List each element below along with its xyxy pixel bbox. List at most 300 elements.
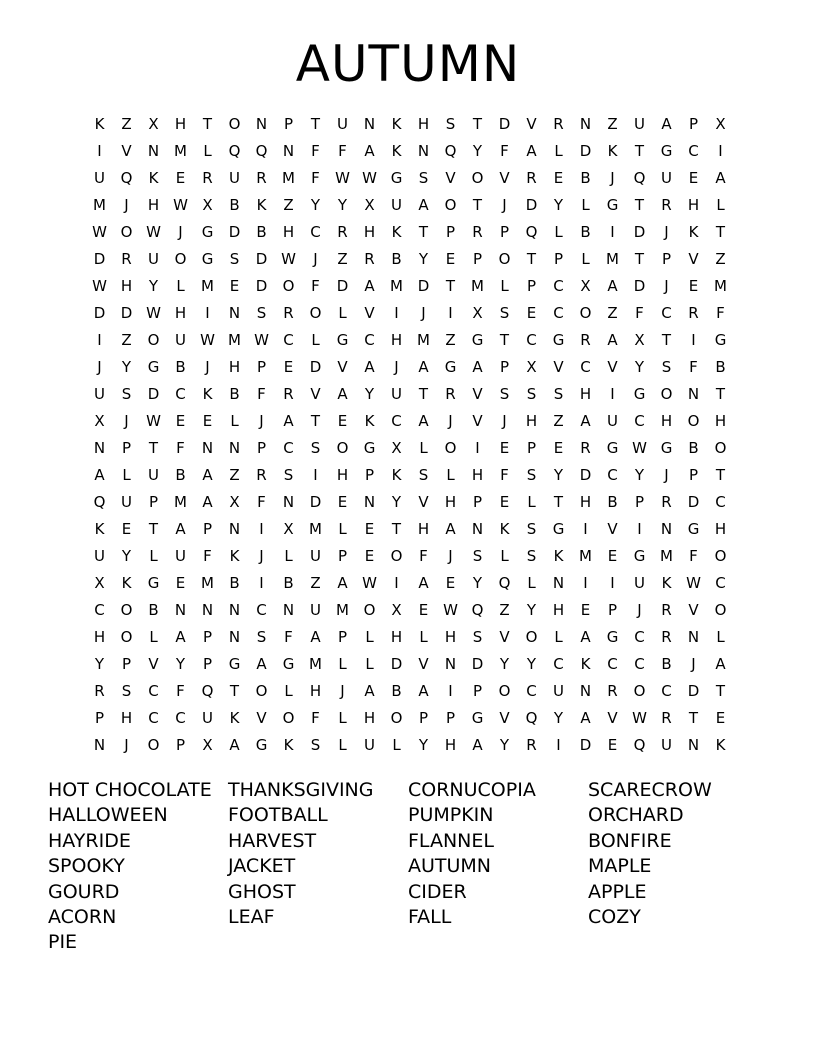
grid-letter: I <box>97 142 102 160</box>
grid-letter: L <box>284 547 293 565</box>
grid-letter: L <box>230 412 239 430</box>
grid-letter: E <box>688 169 699 187</box>
grid-letter: K <box>391 466 402 484</box>
grid-letter: P <box>202 655 213 673</box>
grid-letter: C <box>607 466 618 484</box>
grid-letter: B <box>229 196 240 214</box>
grid-letter: H <box>579 493 592 511</box>
grid-letter: X <box>472 304 483 322</box>
grid-letter: Q <box>228 142 241 160</box>
grid-letter: C <box>634 628 645 646</box>
grid-letter: C <box>526 331 537 349</box>
grid-letter: H <box>714 520 727 538</box>
grid-letter: K <box>229 547 240 565</box>
grid-letter: O <box>498 682 511 700</box>
grid-letter: O <box>525 628 538 646</box>
grid-letter: D <box>687 493 700 511</box>
grid-letter: N <box>660 520 673 538</box>
grid-letter: B <box>688 439 699 457</box>
grid-letter: I <box>394 304 399 322</box>
grid-letter: P <box>472 250 483 268</box>
grid-letter: Q <box>93 493 106 511</box>
word-list-item: PUMPKIN <box>408 804 494 827</box>
grid-letter: T <box>391 520 402 538</box>
grid-letter: A <box>715 655 726 673</box>
grid-letter: S <box>418 169 429 187</box>
grid-letter: R <box>256 466 267 484</box>
grid-letter: J <box>124 196 129 214</box>
grid-letter: R <box>256 169 267 187</box>
grid-letter: H <box>714 412 727 430</box>
grid-letter: X <box>391 601 402 619</box>
grid-letter: E <box>607 736 618 754</box>
grid-letter: W <box>254 331 269 349</box>
grid-letter: B <box>661 655 672 673</box>
grid-letter: Z <box>283 196 294 214</box>
grid-letter: O <box>174 250 187 268</box>
grid-letter: U <box>310 547 321 565</box>
grid-letter: V <box>607 520 618 538</box>
grid-letter: E <box>499 493 510 511</box>
grid-letter: V <box>688 601 699 619</box>
grid-letter: H <box>174 304 187 322</box>
grid-letter: O <box>309 304 322 322</box>
grid-letter: C <box>283 439 294 457</box>
grid-letter: S <box>526 547 537 565</box>
grid-letter: D <box>255 277 268 295</box>
grid-letter: G <box>633 385 646 403</box>
grid-row <box>86 651 734 678</box>
grid-letter: G <box>552 520 565 538</box>
grid-letter: Q <box>255 142 268 160</box>
grid-letter: Z <box>121 331 132 349</box>
grid-letter: A <box>364 358 375 376</box>
grid-letter: F <box>500 142 509 160</box>
grid-letter: P <box>445 709 456 727</box>
grid-letter: F <box>311 169 320 187</box>
grid-letter: P <box>202 628 213 646</box>
grid-letter: N <box>444 655 457 673</box>
grid-letter: Q <box>444 142 457 160</box>
grid-letter: G <box>606 439 619 457</box>
grid-letter: P <box>472 682 483 700</box>
word-list-item: MAPLE <box>588 855 652 878</box>
grid-letter: L <box>581 196 590 214</box>
grid-letter: E <box>418 601 429 619</box>
grid-letter: M <box>336 601 349 619</box>
grid-letter: U <box>202 709 213 727</box>
grid-letter: G <box>660 439 673 457</box>
grid-letter: N <box>687 385 700 403</box>
grid-letter: V <box>499 169 510 187</box>
grid-letter: B <box>715 358 726 376</box>
grid-letter: F <box>500 466 509 484</box>
grid-letter: I <box>583 574 588 592</box>
grid-letter: K <box>94 115 105 133</box>
grid-letter: B <box>175 358 186 376</box>
grid-letter: S <box>661 358 672 376</box>
grid-letter: E <box>526 304 537 322</box>
grid-letter: H <box>552 601 565 619</box>
grid-letter: E <box>364 520 375 538</box>
grid-letter: L <box>527 574 536 592</box>
grid-letter: O <box>579 304 592 322</box>
grid-letter: F <box>689 547 698 565</box>
grid-letter: R <box>553 115 564 133</box>
grid-letter: L <box>284 682 293 700</box>
grid-letter: Y <box>418 736 429 754</box>
grid-letter: H <box>120 709 133 727</box>
grid-row <box>86 624 734 651</box>
grid-letter: P <box>499 223 510 241</box>
grid-letter: B <box>256 223 267 241</box>
grid-letter: M <box>390 277 403 295</box>
grid-letter: G <box>201 250 214 268</box>
grid-letter: Y <box>526 655 537 673</box>
page-title: AUTUMN <box>295 35 521 93</box>
grid-letter: F <box>176 439 185 457</box>
grid-letter: E <box>337 493 348 511</box>
grid-letter: S <box>256 628 267 646</box>
grid-letter: C <box>526 682 537 700</box>
grid-letter: Q <box>525 709 538 727</box>
grid-letter: J <box>259 547 264 565</box>
grid-letter: Y <box>121 358 132 376</box>
grid-letter: L <box>149 628 158 646</box>
grid-letter: Q <box>525 223 538 241</box>
grid-row <box>86 597 734 624</box>
grid-letter: C <box>634 412 645 430</box>
grid-letter: V <box>364 304 375 322</box>
grid-letter: L <box>716 628 725 646</box>
grid-letter: D <box>471 655 484 673</box>
grid-letter: E <box>202 412 213 430</box>
grid-letter: M <box>201 277 214 295</box>
grid-letter: C <box>310 223 321 241</box>
grid-letter: B <box>229 574 240 592</box>
grid-row <box>86 165 734 192</box>
grid-letter: M <box>471 277 484 295</box>
grid-letter: P <box>661 250 672 268</box>
grid-letter: P <box>607 601 618 619</box>
grid-letter: R <box>337 223 348 241</box>
grid-letter: E <box>688 277 699 295</box>
grid-letter: Z <box>553 412 564 430</box>
grid-letter: T <box>715 682 726 700</box>
grid-letter: X <box>634 331 645 349</box>
grid-letter: F <box>338 142 347 160</box>
grid-letter: O <box>120 223 133 241</box>
grid-letter: O <box>498 250 511 268</box>
grid-letter: S <box>256 304 267 322</box>
grid-row <box>86 489 734 516</box>
grid-letter: C <box>715 574 726 592</box>
grid-letter: Q <box>633 736 646 754</box>
grid-letter: N <box>579 115 592 133</box>
grid-letter: J <box>664 277 669 295</box>
grid-letter: R <box>472 223 483 241</box>
word-list-item: COZY <box>588 905 641 928</box>
grid-letter: T <box>634 196 645 214</box>
grid-row <box>86 732 734 759</box>
grid-letter: T <box>661 331 672 349</box>
grid-letter: Y <box>418 250 429 268</box>
grid-letter: Z <box>337 250 348 268</box>
grid-letter: D <box>417 277 430 295</box>
grid-letter: B <box>580 223 591 241</box>
grid-letter: H <box>390 331 403 349</box>
grid-letter: S <box>418 466 429 484</box>
grid-letter: X <box>202 736 213 754</box>
grid-letter: W <box>632 709 647 727</box>
grid-letter: A <box>364 142 375 160</box>
grid-letter: C <box>553 277 564 295</box>
word-column-3 <box>408 778 588 930</box>
grid-letter: G <box>255 736 268 754</box>
grid-letter: H <box>93 628 106 646</box>
grid-letter: J <box>448 547 453 565</box>
grid-letter: P <box>526 277 537 295</box>
grid-letter: R <box>283 385 294 403</box>
grid-letter: E <box>499 439 510 457</box>
grid-letter: K <box>580 655 591 673</box>
grid-letter: E <box>175 169 186 187</box>
grid-letter: D <box>525 196 538 214</box>
grid-letter: L <box>122 466 131 484</box>
grid-letter: M <box>417 331 430 349</box>
grid-letter: W <box>146 304 161 322</box>
grid-letter: D <box>633 277 646 295</box>
grid-letter: J <box>664 223 669 241</box>
grid-letter: L <box>446 466 455 484</box>
grid-letter: L <box>338 304 347 322</box>
grid-letter: O <box>714 601 727 619</box>
grid-letter: R <box>121 250 132 268</box>
grid-letter: C <box>688 142 699 160</box>
grid-letter: Q <box>120 169 133 187</box>
grid-letter: N <box>255 115 268 133</box>
grid-letter: D <box>93 304 106 322</box>
grid-letter: U <box>94 385 105 403</box>
grid-letter: D <box>309 358 322 376</box>
grid-row <box>86 705 734 732</box>
grid-letter: U <box>553 682 564 700</box>
grid-letter: D <box>228 223 241 241</box>
grid-letter: N <box>147 142 160 160</box>
word-list-item: HALLOWEEN <box>48 804 168 827</box>
grid-letter: Y <box>121 547 132 565</box>
grid-letter: M <box>282 169 295 187</box>
grid-letter: M <box>660 547 673 565</box>
grid-letter: D <box>147 385 160 403</box>
grid-letter: J <box>502 412 507 430</box>
grid-letter: Z <box>607 304 618 322</box>
grid-letter: N <box>552 574 565 592</box>
grid-letter: W <box>362 169 377 187</box>
grid-letter: J <box>97 358 102 376</box>
grid-letter: P <box>553 250 564 268</box>
grid-letter: P <box>337 547 348 565</box>
grid-letter: I <box>637 520 642 538</box>
grid-letter: G <box>390 169 403 187</box>
grid-letter: U <box>391 196 402 214</box>
grid-letter: H <box>687 196 700 214</box>
grid-letter: I <box>610 574 615 592</box>
grid-letter: U <box>229 169 240 187</box>
grid-letter: X <box>715 115 726 133</box>
grid-letter: G <box>282 655 295 673</box>
grid-letter: P <box>445 223 456 241</box>
grid-letter: A <box>418 574 429 592</box>
grid-letter: S <box>472 628 483 646</box>
grid-letter: A <box>310 628 321 646</box>
grid-letter: V <box>418 493 429 511</box>
grid-letter: V <box>499 709 510 727</box>
grid-letter: I <box>691 331 696 349</box>
grid-letter: V <box>472 412 483 430</box>
grid-letter: S <box>499 385 510 403</box>
grid-letter: G <box>336 331 349 349</box>
grid-letter: C <box>148 682 159 700</box>
grid-letter: H <box>120 277 133 295</box>
grid-letter: G <box>147 574 160 592</box>
grid-letter: C <box>661 682 672 700</box>
grid-letter: X <box>526 358 537 376</box>
grid-letter: L <box>365 628 374 646</box>
word-list-item: HARVEST <box>228 829 317 852</box>
grid-letter: G <box>687 520 700 538</box>
grid-letter: O <box>471 169 484 187</box>
grid-letter: Z <box>229 466 240 484</box>
grid-letter: Y <box>553 709 564 727</box>
grid-letter: W <box>146 223 161 241</box>
grid-letter: O <box>714 547 727 565</box>
grid-letter: B <box>580 169 591 187</box>
grid-letter: Y <box>148 277 159 295</box>
grid-letter: S <box>553 385 564 403</box>
grid-row <box>86 354 734 381</box>
grid-letter: O <box>120 628 133 646</box>
grid-letter: C <box>148 709 159 727</box>
grid-letter: S <box>445 115 456 133</box>
grid-letter: K <box>148 169 159 187</box>
grid-letter: L <box>338 709 347 727</box>
grid-letter: A <box>337 574 348 592</box>
grid-letter: H <box>336 466 349 484</box>
grid-letter: M <box>309 520 322 538</box>
grid-letter: A <box>661 115 672 133</box>
grid-letter: E <box>283 358 294 376</box>
grid-letter: H <box>417 115 430 133</box>
grid-letter: H <box>363 709 376 727</box>
grid-letter: K <box>715 736 726 754</box>
grid-letter: T <box>472 196 483 214</box>
grid-letter: N <box>687 628 700 646</box>
grid-letter: J <box>691 655 696 673</box>
grid-letter: F <box>419 547 428 565</box>
grid-letter: G <box>633 547 646 565</box>
grid-row <box>86 381 734 408</box>
grid-letter: K <box>256 196 267 214</box>
grid-letter: K <box>391 142 402 160</box>
grid-letter: K <box>607 142 618 160</box>
grid-letter: A <box>94 466 105 484</box>
grid-letter: I <box>475 439 480 457</box>
grid-letter: F <box>635 304 644 322</box>
grid-letter: P <box>283 115 294 133</box>
grid-letter: L <box>554 142 563 160</box>
grid-letter: A <box>229 736 240 754</box>
grid-letter: R <box>202 169 213 187</box>
grid-letter: K <box>121 574 132 592</box>
grid-letter: V <box>526 115 537 133</box>
grid-letter: X <box>94 412 105 430</box>
grid-letter: V <box>472 385 483 403</box>
word-list-item: THANKSGIVING <box>228 779 374 801</box>
grid-row <box>86 300 734 327</box>
grid-row <box>86 246 734 273</box>
grid-letter: D <box>93 250 106 268</box>
grid-letter: K <box>202 385 213 403</box>
grid-row <box>86 219 734 246</box>
grid-letter: W <box>146 412 161 430</box>
grid-letter: P <box>256 439 267 457</box>
grid-letter: R <box>283 304 294 322</box>
grid-letter: A <box>418 682 429 700</box>
grid-letter: A <box>256 655 267 673</box>
grid-letter: K <box>499 520 510 538</box>
grid-letter: G <box>228 655 241 673</box>
grid-letter: B <box>175 466 186 484</box>
grid-letter: K <box>553 547 564 565</box>
grid-letter: F <box>284 628 293 646</box>
grid-letter: W <box>173 196 188 214</box>
grid-row <box>86 111 734 138</box>
grid-letter: R <box>661 196 672 214</box>
grid-letter: U <box>94 169 105 187</box>
grid-letter: N <box>201 601 214 619</box>
grid-letter: J <box>205 358 210 376</box>
grid-letter: P <box>688 115 699 133</box>
grid-letter: T <box>715 385 726 403</box>
grid-letter: A <box>715 169 726 187</box>
grid-letter: U <box>634 574 645 592</box>
word-list-item: HOT CHOCOLATE <box>48 779 212 801</box>
grid-letter: E <box>445 574 456 592</box>
word-list-item: SCARECROW <box>588 779 712 801</box>
grid-letter: L <box>527 493 536 511</box>
grid-letter: L <box>419 439 428 457</box>
word-column-4 <box>588 778 768 930</box>
grid-letter: C <box>634 655 645 673</box>
grid-letter: G <box>606 196 619 214</box>
grid-letter: N <box>201 439 214 457</box>
grid-letter: C <box>661 304 672 322</box>
grid-letter: G <box>552 331 565 349</box>
grid-letter: P <box>121 439 132 457</box>
grid-letter: P <box>94 709 105 727</box>
grid-letter: A <box>175 520 186 538</box>
grid-letter: H <box>174 115 187 133</box>
grid-letter: J <box>664 466 669 484</box>
grid-letter: Q <box>201 682 214 700</box>
grid-letter: N <box>228 628 241 646</box>
grid-letter: A <box>580 412 591 430</box>
grid-letter: A <box>580 709 591 727</box>
grid-letter: G <box>471 709 484 727</box>
grid-letter: V <box>553 358 564 376</box>
grid-letter: A <box>472 358 483 376</box>
